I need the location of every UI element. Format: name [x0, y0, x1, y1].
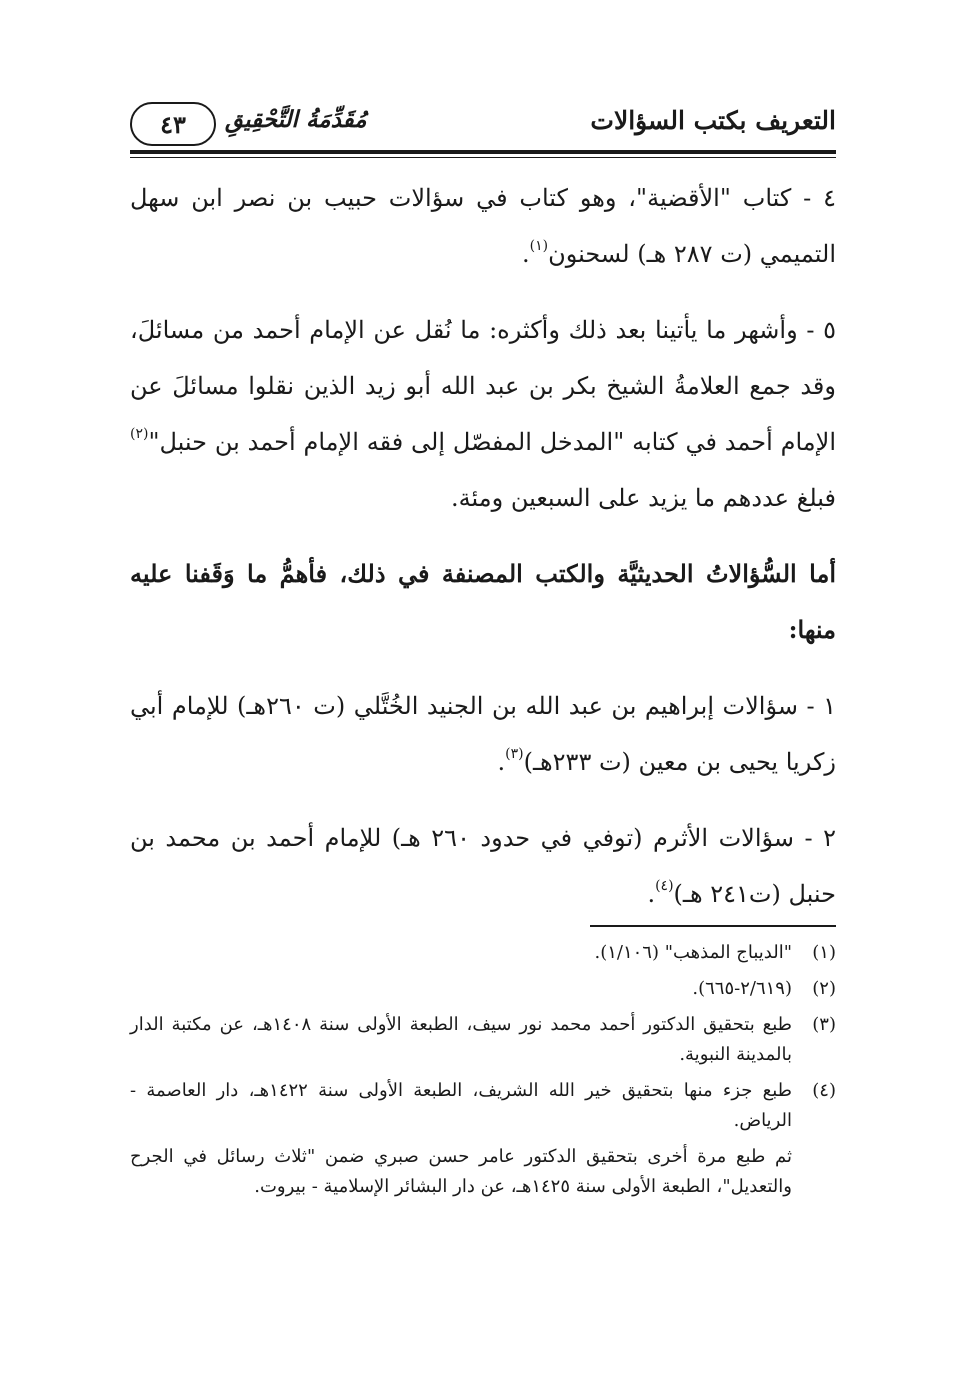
footnote-text: طبع جزء منها بتحقيق خير الله الشريف، الطبعة الأولى سنة ١٤٢٢هـ، دار العاصمة - الرياض.: [130, 1080, 792, 1131]
footnote-number: (١): [812, 942, 836, 963]
paragraph-text: ٤ - كتاب "الأقضية"، وهو كتاب في سؤالات حبيب بن نصر ابن سهل التميمي (ت ٢٨٧ هـ) لسحنون: [130, 184, 836, 268]
footnote-number: (٤): [812, 1080, 836, 1101]
paragraph-item-5: [130, 302, 836, 526]
footnote-ref[interactable]: (٤): [655, 878, 674, 894]
footnote-text: "الديباج المذهب" (١/١٠٦).: [594, 942, 792, 963]
footnote-ref[interactable]: (٢): [130, 426, 149, 442]
page-number-box: [130, 102, 216, 146]
footnote-separator: [590, 925, 836, 927]
paragraph-end: فبلغ عددهم ما يزيد على السبعين ومئة.: [451, 484, 836, 512]
paragraph-item-1: [130, 678, 836, 790]
footnote-item: [130, 938, 836, 968]
footnote-number: (٢): [812, 978, 836, 999]
paragraph-text: ٥ - وأشهر ما يأتينا بعد ذلك وأكثره: ما نُقل عن الإمام أحمد من مسائلَ، وقد جمع العلامةُ الشيخ بكر بن عبد الله أبو زيد الذين نقلوا مسائلَ عن الإمام أحمد في كتابه "المدخل المفصّل إلى فقه الإمام أحمد بن حنبل": [130, 316, 837, 456]
paragraph-text: ١ - سؤالات إبراهيم بن عبد الله بن الجنيد الخُتَّلي (ت ٢٦٠هـ) للإمام أبي زكريا يحيى بن معين (ت ٢٣٣هـ): [130, 692, 837, 776]
footnote-ref[interactable]: (٣): [505, 746, 524, 762]
main-text: [130, 170, 836, 942]
footnote-ref[interactable]: (١): [529, 238, 549, 254]
footnote-text: (٢/٦١٩-٦٦٥).: [692, 978, 792, 999]
footnotes: [130, 938, 836, 1202]
paragraph-end: .: [497, 748, 506, 776]
chapter-title: التعريف بكتب السؤالات: [590, 106, 836, 135]
footnote-continuation: ثم طبع مرة أخرى بتحقيق الدكتور عامر حسن صبري ضمن "ثلاث رسائل في الجرح والتعديل"، الطبعة الأولى سنة ١٤٢٥هـ، عن دار البشائر الإسلامية - بيروت.: [130, 1146, 792, 1197]
footnote-item: [130, 1076, 836, 1136]
header-rule-thin: [130, 157, 836, 158]
footnote-item: [130, 1010, 836, 1070]
paragraph-end: .: [647, 880, 656, 908]
page-number: ٤٣: [160, 109, 186, 139]
footnote-item: [130, 974, 836, 1004]
paragraph-item-4: [130, 170, 836, 282]
section-heading: أما السُّؤالاتُ الحديثيَّة والكتب المصنفة في ذلك، فأهمُّ ما وَقَفنا عليه منها:: [130, 559, 836, 644]
page-header: [130, 92, 836, 154]
section-title: مُقَدِّمَةُ التَّحْقِيقِ: [225, 106, 367, 133]
paragraph-text: ٢ - سؤالات الأثرم (توفي في حدود ٢٦٠ هـ) للإمام أحمد بن محمد بن حنبل (ت٢٤١ هـ): [130, 824, 836, 908]
paragraph-end: .: [521, 240, 530, 268]
paragraph-item-2: [130, 810, 836, 922]
footnote-text: طبع بتحقيق الدكتور أحمد محمد نور سيف، الطبعة الأولى سنة ١٤٠٨هـ، عن مكتبة الدار بالمدينة النبوية.: [130, 1014, 792, 1065]
footnote-number: (٣): [812, 1014, 836, 1035]
header-rule-thick: [130, 150, 836, 154]
